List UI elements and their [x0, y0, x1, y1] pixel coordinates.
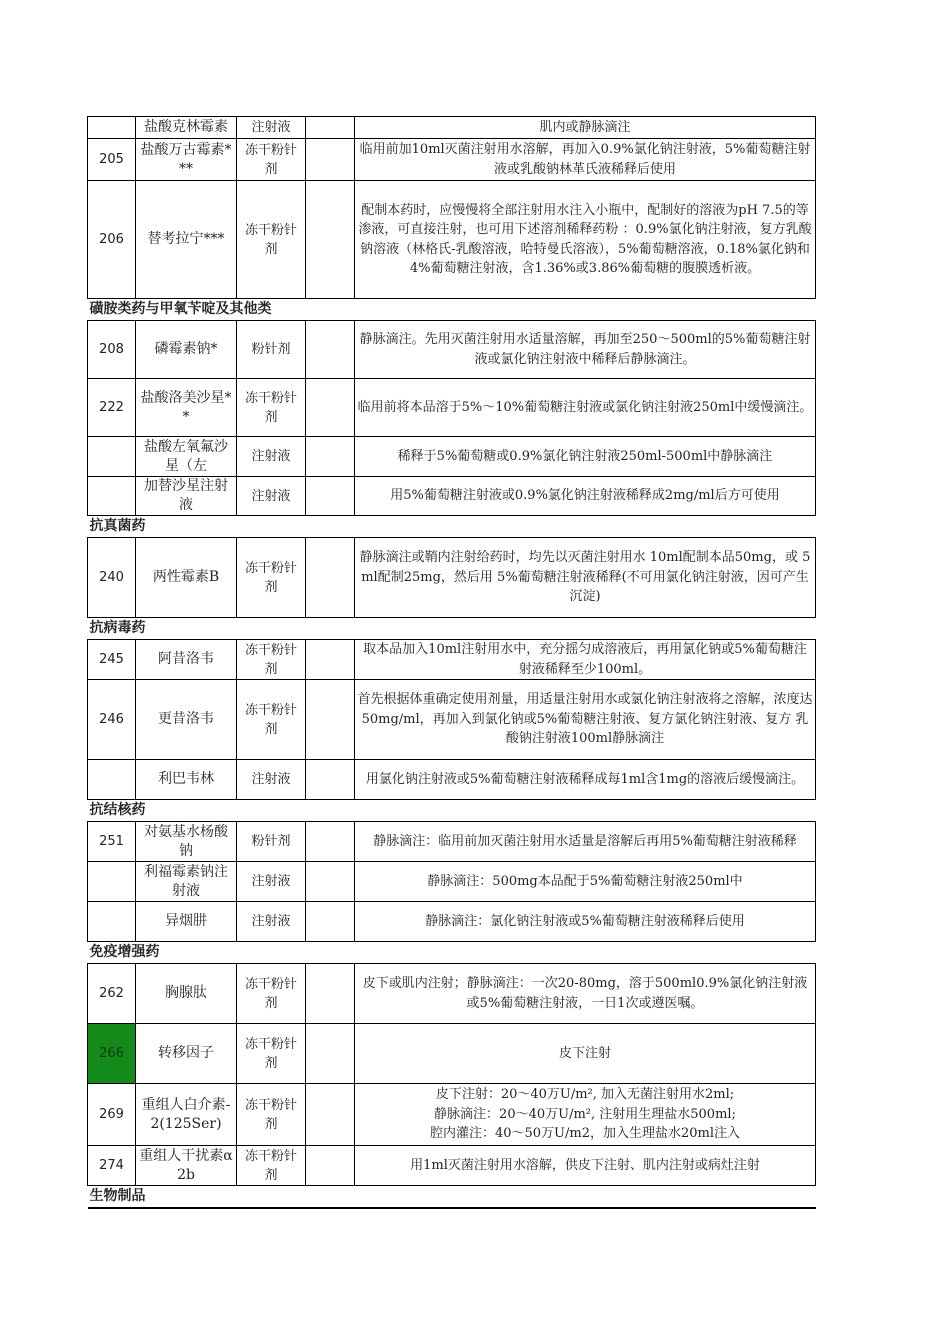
drug-number-cell: 246	[88, 680, 136, 760]
drug-row	[88, 640, 816, 680]
drug-number-cell: 266	[88, 1024, 136, 1084]
drug-name-cell: 异烟肼	[136, 902, 237, 942]
drug-table	[87, 116, 816, 1209]
dilution-method-cell: 用1ml灭菌注射用水溶解，供皮下注射、肌内注射或病灶注射	[355, 1146, 816, 1186]
dosage-form-cell: 冻干粉针剂	[237, 680, 306, 760]
drug-row	[88, 680, 816, 760]
drug-row	[88, 760, 816, 800]
dosage-form-cell: 冻干粉针剂	[237, 538, 306, 618]
category-row	[88, 516, 816, 538]
drug-name-cell: 重组人干扰素α2b	[136, 1146, 237, 1186]
dilution-method-cell: 肌内或静脉滴注	[355, 117, 816, 139]
drug-table-body	[88, 117, 816, 1208]
drug-name-cell: 更昔洛韦	[136, 680, 237, 760]
blank-cell	[306, 1146, 355, 1186]
category-title: 抗病毒药	[88, 618, 816, 640]
blank-cell	[306, 477, 355, 516]
dilution-method-cell: 皮下或肌内注射；静脉滴注：一次20-80mg，溶于500ml0.9%氯化钠注射液或5%葡萄糖注射液，一日1次或遵医嘱。	[355, 964, 816, 1024]
dosage-form-cell: 注射液	[237, 477, 306, 516]
drug-name-cell: 盐酸洛美沙星**	[136, 379, 237, 437]
blank-cell	[306, 964, 355, 1024]
dosage-form-cell: 注射液	[237, 862, 306, 902]
drug-row	[88, 437, 816, 477]
drug-row	[88, 139, 816, 181]
drug-number-cell: 269	[88, 1084, 136, 1146]
drug-number-cell: 245	[88, 640, 136, 680]
dilution-method-cell: 用5%葡萄糖注射液或0.9%氯化钠注射液稀释成2mg/ml后方可使用	[355, 477, 816, 516]
drug-name-cell: 盐酸左氧氟沙星（左	[136, 437, 237, 477]
drug-number-cell	[88, 902, 136, 942]
category-row	[88, 800, 816, 822]
blank-cell	[306, 1084, 355, 1146]
drug-number-cell: 205	[88, 139, 136, 181]
drug-row	[88, 538, 816, 618]
dilution-method-cell: 静脉滴注或鞘内注射给药时，均先以灭菌注射用水 10ml配制本品50mg，或 5ml配制25mg，然后用 5%葡萄糖注射液稀释(不可用氯化钠注射液，因可产生沉淀)	[355, 538, 816, 618]
dosage-form-cell: 粉针剂	[237, 321, 306, 379]
drug-name-cell: 重组人白介素-2(125Ser)	[136, 1084, 237, 1146]
drug-row	[88, 1024, 816, 1084]
drug-row	[88, 1084, 816, 1146]
drug-number-cell	[88, 477, 136, 516]
drug-name-cell: 盐酸万古霉素***	[136, 139, 237, 181]
category-title: 生物制品	[88, 1186, 816, 1208]
dilution-method-cell: 用氯化钠注射液或5%葡萄糖注射液稀释成每1ml含1mg的溶液后缓慢滴注。	[355, 760, 816, 800]
category-row	[88, 618, 816, 640]
dosage-form-cell: 注射液	[237, 117, 306, 139]
blank-cell	[306, 321, 355, 379]
dilution-method-cell: 临用前加10ml灭菌注射用水溶解，再加入0.9%氯化钠注射液，5%葡萄糖注射液或乳酸钠林革氏液稀释后使用	[355, 139, 816, 181]
blank-cell	[306, 379, 355, 437]
drug-name-cell: 磷霉素钠*	[136, 321, 237, 379]
blank-cell	[306, 538, 355, 618]
category-row	[88, 1186, 816, 1208]
drug-number-cell	[88, 862, 136, 902]
drug-name-cell: 对氨基水杨酸钠	[136, 822, 237, 862]
drug-name-cell: 加替沙星注射液	[136, 477, 237, 516]
blank-cell	[306, 862, 355, 902]
blank-cell	[306, 117, 355, 139]
drug-name-cell: 利巴韦林	[136, 760, 237, 800]
drug-number-cell: 274	[88, 1146, 136, 1186]
blank-cell	[306, 640, 355, 680]
dosage-form-cell: 冻干粉针剂	[237, 964, 306, 1024]
dosage-form-cell: 冻干粉针剂	[237, 1024, 306, 1084]
drug-name-cell: 阿昔洛韦	[136, 640, 237, 680]
dilution-method-cell: 首先根据体重确定使用剂量，用适量注射用水或氯化钠注射液将之溶解，浓度达50mg/ml，再加入到氯化钠或5%葡萄糖注射液、复方氯化钠注射液、复方 乳酸钠注射液100ml静脉滴注	[355, 680, 816, 760]
dosage-form-cell: 冻干粉针剂	[237, 379, 306, 437]
drug-row	[88, 117, 816, 139]
dosage-form-cell: 注射液	[237, 437, 306, 477]
drug-row	[88, 862, 816, 902]
drug-row	[88, 902, 816, 942]
drug-name-cell: 两性霉素B	[136, 538, 237, 618]
category-row	[88, 299, 816, 321]
category-row	[88, 942, 816, 964]
blank-cell	[306, 181, 355, 299]
dilution-method-cell: 稀释于5%葡萄糖或0.9%氯化钠注射液250ml-500ml中静脉滴注	[355, 437, 816, 477]
drug-name-cell: 利福霉素钠注射液	[136, 862, 237, 902]
dosage-form-cell: 粉针剂	[237, 822, 306, 862]
drug-number-cell: 262	[88, 964, 136, 1024]
dilution-method-line: 皮下注射：20～40万U/m², 加入无菌注射用水2ml;	[435, 1087, 735, 1103]
drug-number-cell: 222	[88, 379, 136, 437]
dilution-method-cell: 取本品加入10ml注射用水中，充分摇匀成溶液后，再用氯化钠或5%葡萄糖注射液稀释至少100ml。	[355, 640, 816, 680]
dilution-method-line: 静脉滴注：20～40万U/m², 注射用生理盐水500ml;	[434, 1106, 736, 1122]
dilution-method-cell: 静脉滴注：氯化钠注射液或5%葡萄糖注射液稀释后使用	[355, 902, 816, 942]
drug-name-cell: 盐酸克林霉素	[136, 117, 237, 139]
dosage-form-cell: 注射液	[237, 760, 306, 800]
drug-number-cell: 240	[88, 538, 136, 618]
dosage-form-cell: 冻干粉针剂	[237, 181, 306, 299]
blank-cell	[306, 822, 355, 862]
dilution-method-cell: 静脉滴注。先用灭菌注射用水适量溶解，再加至250～500ml的5%葡萄糖注射液或氯化钠注射液中稀释后静脉滴注。	[355, 321, 816, 379]
drug-number-cell: 251	[88, 822, 136, 862]
dilution-method-line: 腔内灌注：40～50万U/m2，加入生理盐水20ml注入	[429, 1126, 741, 1142]
drug-row	[88, 822, 816, 862]
blank-cell	[306, 902, 355, 942]
drug-number-cell	[88, 760, 136, 800]
drug-number-cell: 208	[88, 321, 136, 379]
dilution-method-cell: 静脉滴注：临用前加灭菌注射用水适量是溶解后再用5%葡萄糖注射液稀释	[355, 822, 816, 862]
drug-dilution-table-sheet	[87, 116, 815, 1209]
blank-cell	[306, 437, 355, 477]
blank-cell	[306, 1024, 355, 1084]
blank-cell	[306, 760, 355, 800]
drug-row	[88, 321, 816, 379]
dosage-form-cell: 注射液	[237, 902, 306, 942]
drug-number-cell: 206	[88, 181, 136, 299]
blank-cell	[306, 680, 355, 760]
category-title: 磺胺类药与甲氧苄啶及其他类	[88, 299, 816, 321]
dilution-method-cell: 静脉滴注：500mg本品配于5%葡萄糖注射液250ml中	[355, 862, 816, 902]
category-title: 抗结核药	[88, 800, 816, 822]
drug-name-cell: 替考拉宁***	[136, 181, 237, 299]
drug-row	[88, 181, 816, 299]
dilution-method-cell: 皮下注射	[355, 1024, 816, 1084]
dosage-form-cell: 冻干粉针剂	[237, 1146, 306, 1186]
drug-number-cell	[88, 117, 136, 139]
category-title: 免疫增强药	[88, 942, 816, 964]
dilution-method-cell	[355, 1084, 816, 1146]
dilution-method-cell: 临用前将本品溶于5%～10%葡萄糖注射液或氯化钠注射液250ml中缓慢滴注。	[355, 379, 816, 437]
drug-name-cell: 胸腺肽	[136, 964, 237, 1024]
dilution-method-cell: 配制本药时，应慢慢将全部注射用水注入小瓶中，配制好的溶液为pH 7.5的等渗液，可直接注射，也可用下述溶剂稀释药粉 ：0.9%氯化钠注射液，复方乳酸钠溶液（林格氏-乳酸溶液，哈特曼氏溶液），5%葡萄糖溶液，0.18%氯化钠和4%葡萄糖注射液，含1.36%或3.86%葡萄糖的腹膜透析液。	[355, 181, 816, 299]
drug-number-cell	[88, 437, 136, 477]
category-title: 抗真菌药	[88, 516, 816, 538]
drug-row	[88, 379, 816, 437]
blank-cell	[306, 139, 355, 181]
dosage-form-cell: 冻干粉针剂	[237, 1084, 306, 1146]
drug-row	[88, 1146, 816, 1186]
drug-name-cell: 转移因子	[136, 1024, 237, 1084]
dosage-form-cell: 冻干粉针剂	[237, 640, 306, 680]
drug-row	[88, 477, 816, 516]
drug-row	[88, 964, 816, 1024]
dosage-form-cell: 冻干粉针剂	[237, 139, 306, 181]
